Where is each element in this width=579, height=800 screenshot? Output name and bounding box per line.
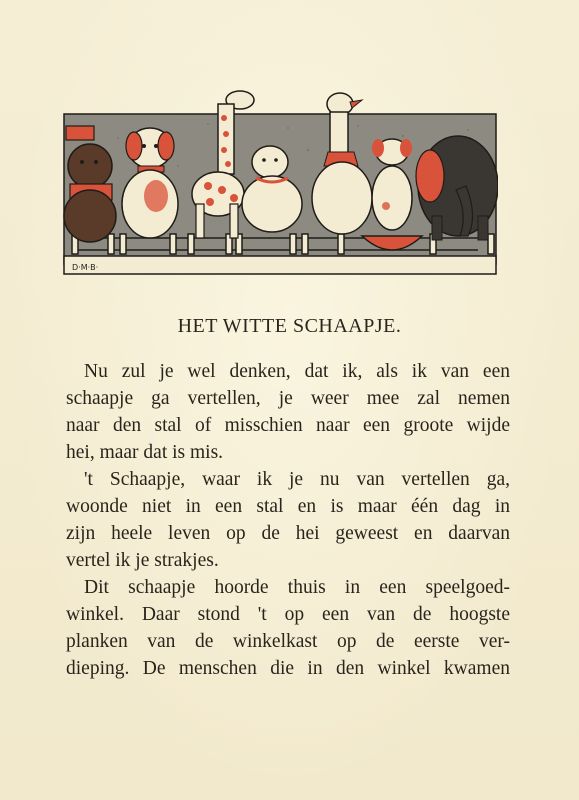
text-line: zijn heele leven op de hei geweest en daarvan: [66, 523, 510, 544]
text-line: vertel ik je strakjes.: [66, 550, 219, 571]
text-line: dieping. De menschen die in den winkel kwamen: [66, 658, 510, 679]
story-body: [66, 358, 510, 682]
text-line: winkel. Daar stond 't op een van de hoogste: [66, 604, 510, 625]
story-title: HET WITTE SCHAAPJE.: [177, 315, 402, 337]
text-line: hei, maar dat is mis.: [66, 442, 224, 463]
text-line: Nu zul je wel denken, dat ik, als ik van een: [84, 361, 510, 382]
text-line: 't Schaapje, waar ik je nu van vertellen ga,: [84, 469, 510, 490]
text-line: naar den stal of misschien naar een groote wijde: [66, 415, 510, 436]
toy-dog: [122, 128, 178, 238]
text-line: planken van de winkelkast op de eerste ver-: [66, 631, 510, 652]
text-line: woonde niet in een stal en is maar één dag in: [66, 496, 510, 517]
toy-animals-svg: [58, 86, 498, 282]
text-line: Dit schaapje hoorde thuis in een speelgoed-: [84, 577, 510, 598]
toy-animals-illustration: [58, 86, 498, 282]
text-line: schaapje ga vertellen, je weer mee zal nemen: [66, 388, 510, 409]
illustrator-signature: D·M·B·: [72, 263, 99, 272]
